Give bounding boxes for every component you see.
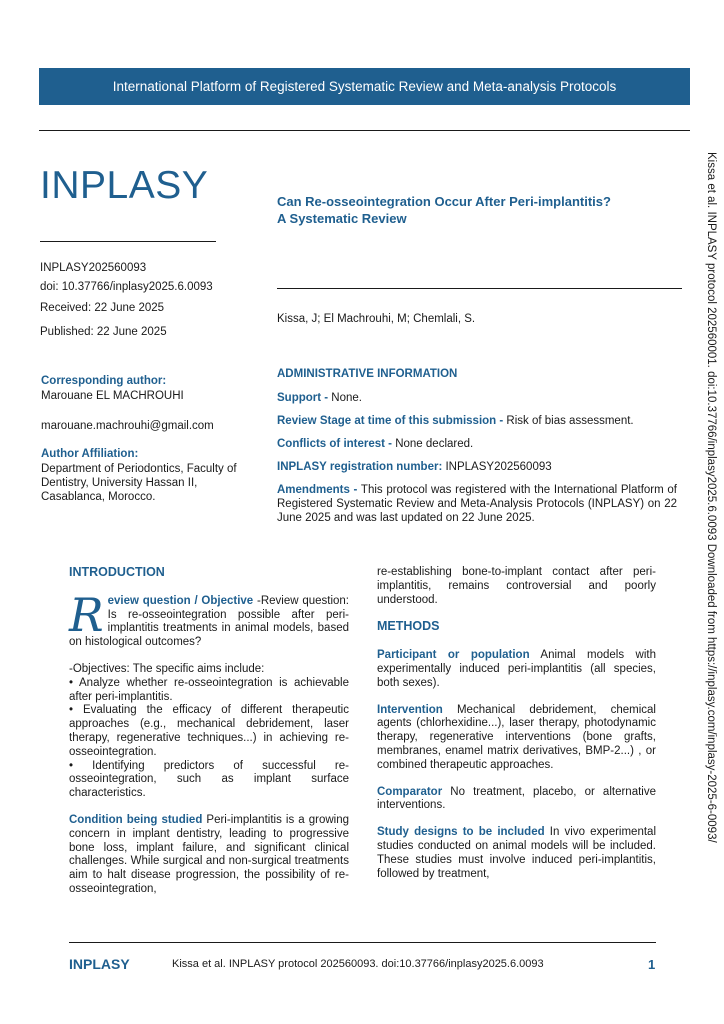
stage-row — [277, 414, 677, 428]
review-question-label: eview question / Objective — [107, 594, 254, 607]
condition-label: Condition being studied — [69, 813, 203, 826]
paper-title — [277, 193, 677, 227]
title-divider — [277, 288, 682, 289]
published-date: Published: 22 June 2025 — [40, 326, 167, 338]
study-design-paragraph — [377, 826, 656, 881]
received-date: Received: 22 June 2025 — [40, 302, 165, 314]
support-row — [277, 391, 677, 405]
amendments-value: This protocol was registered with the International Platform of Registered Systematic Review and Meta-Analysis Protocols (INPLASY) on 22 June 2025 and was last updated on 22 June 2025. — [277, 484, 678, 524]
study-design-text: In vivo experimental studies conducted on animal models will be included. These studies must involve induced peri-implantitis, followed by treatment, — [377, 826, 656, 880]
doi: doi: 10.37766/inplasy2025.6.0093 — [40, 281, 213, 293]
registration-row — [277, 460, 677, 474]
registration-label: INPLASY registration number: — [277, 461, 443, 473]
corresponding-email[interactable]: marouane.machrouhi@gmail.com — [41, 420, 214, 432]
title-line-2: A Systematic Review — [277, 211, 407, 226]
download-sidebar-note: Kissa et al. INPLASY protocol 202560001. doi:10.37766/inplasy2025.6.0093 Downloaded from https://inplasy.com/inplasy-2025-6-0093/ — [705, 152, 717, 843]
drop-cap: R — [69, 587, 104, 642]
author-list: Kissa, J; El Machrouhi, M; Chemlali, S. — [277, 313, 476, 325]
administrative-info — [277, 368, 677, 534]
study-design-label: Study designs to be included — [377, 826, 545, 839]
objective-bullet-3: • Identifying predictors of successful re-osseointegration, such as implant surface characteristics. — [69, 759, 349, 800]
corresponding-heading: Corresponding author: — [41, 375, 167, 387]
condition-continued: re-establishing bone-to-implant contact after peri-implantitis, remains controversial and poorly understood. — [377, 566, 656, 606]
review-question-paragraph — [69, 587, 349, 650]
comparator-paragraph — [377, 786, 656, 814]
comparator-label: Comparator — [377, 785, 443, 798]
inplasy-logo: INPLASY — [40, 164, 209, 207]
conflicts-label: Conflicts of interest - — [277, 438, 393, 450]
amendments-label: Amendments - — [277, 484, 358, 496]
condition-text: Peri-implantitis is a growing concern in implant dentistry, leading to progressive bone loss, implant failure, and significant clinical challenges. While surgical and non-surgical treatments aim to halt disease progression, the possibility of re-osseointegration, — [69, 813, 349, 895]
stage-label: Review Stage at time of this submission - — [277, 415, 504, 427]
population-text: Animal models with experimentally induced peri-implantitis (all species, both sexes). — [377, 649, 657, 689]
title-line-1: Can Re-osseointegration Occur After Peri-implantitis? — [277, 194, 611, 209]
body-column-right — [377, 566, 656, 894]
conflicts-value: None declared. — [392, 438, 474, 450]
footer-citation: Kissa et al. INPLASY protocol 202560093. doi:10.37766/inplasy2025.6.0093 — [172, 958, 544, 970]
page-number: 1 — [648, 957, 656, 972]
methods-heading: METHODS — [377, 619, 440, 634]
logo-divider — [40, 241, 216, 242]
affiliation-heading: Author Affiliation: — [41, 448, 139, 460]
objective-bullet-2: • Evaluating the efficacy of different therapeutic approaches (e.g., mechanical debridement, laser therapy, regenerative techniques...) in achieving re-osseointegration. — [69, 704, 349, 758]
conflicts-row — [277, 437, 677, 451]
condition-paragraph — [69, 814, 349, 897]
review-question-text: -Review question: Is re-osseointegration possible after peri-implantitis treatments in animal models, based on histological outcomes? — [69, 594, 349, 649]
introduction-heading: INTRODUCTION — [69, 565, 165, 579]
intervention-text: Mechanical debridement, chemical agents (chlorhexidine...), laser therapy, photodynamic therapy, regenerative interventions (bone grafts, membranes, enamel matrix derivatives, BMP-2...) , or combined therapeutic approaches. — [377, 703, 656, 771]
affiliation-text: Department of Periodontics, Faculty of Dentistry, University Hassan II, Casablanca, Morocco. — [41, 463, 237, 503]
population-label: Participant or population — [377, 649, 530, 662]
intervention-label: Intervention — [377, 703, 443, 716]
protocol-id: INPLASY202560093 — [40, 262, 147, 274]
support-label: Support - — [277, 392, 329, 404]
footer-divider — [69, 942, 656, 943]
amendments-row — [277, 483, 677, 525]
header-banner: International Platform of Registered Systematic Review and Meta-analysis Protocols — [39, 68, 690, 105]
header-divider — [39, 130, 690, 131]
objectives-paragraph — [69, 663, 349, 801]
body-column-left — [69, 566, 349, 910]
corresponding-name: Marouane EL MACHROUHI — [41, 390, 184, 402]
intervention-paragraph — [377, 704, 656, 773]
objectives-intro: -Objectives: The specific aims include: — [69, 662, 265, 675]
population-paragraph — [377, 649, 656, 690]
footer-logo: INPLASY — [69, 956, 130, 972]
comparator-text: No treatment, placebo, or alternative interventions. — [377, 785, 656, 812]
admin-heading: ADMINISTRATIVE INFORMATION — [277, 368, 458, 380]
stage-value: Risk of bias assessment. — [503, 415, 634, 427]
objective-bullet-1: • Analyze whether re-osseointegration is achievable after peri-implantitis. — [69, 676, 349, 703]
registration-value: INPLASY202560093 — [442, 461, 552, 473]
support-value: None. — [328, 392, 362, 404]
